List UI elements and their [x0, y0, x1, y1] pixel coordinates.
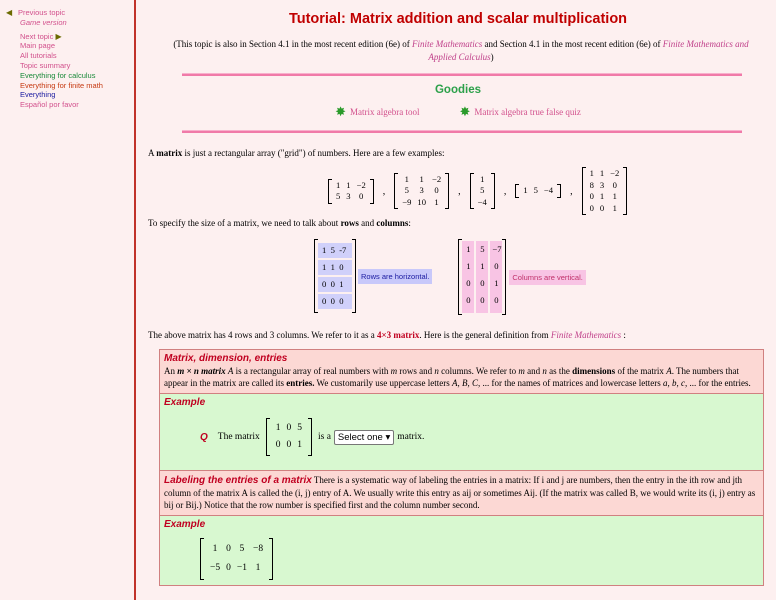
- sidebar-item-everything-finite[interactable]: Everything for finite math: [20, 80, 103, 90]
- comma: ,: [458, 185, 461, 197]
- matrix-entry: 1: [297, 440, 302, 450]
- sidebar: [0, 0, 136, 600]
- example-matrices: [328, 167, 768, 215]
- matrix-entry: 1: [494, 278, 499, 288]
- comma: ,: [382, 185, 386, 197]
- example-section: Example Q The matrix 1 0 5 0 0 1 is a Select one ▾ matrix.: [160, 393, 763, 470]
- definition-title: Matrix, dimension, entries: [164, 353, 288, 364]
- matrix-entry: 0: [359, 191, 364, 201]
- definition-box: [159, 349, 764, 586]
- example-matrix: [470, 173, 495, 210]
- matrix-row: 1 5 -7: [318, 243, 352, 258]
- example-matrix: [515, 184, 561, 198]
- matrix-entry: 3: [346, 191, 351, 201]
- rows-matrix: [314, 239, 356, 313]
- sidebar-item-topic-summary[interactable]: Topic summary: [20, 60, 71, 70]
- finite-math-link[interactable]: Finite Mathematics: [550, 330, 622, 340]
- matrix-entry: 5: [480, 185, 485, 196]
- matrix-entry: 1: [336, 179, 341, 190]
- sidebar-item-all-tutorials[interactable]: All tutorials: [20, 51, 57, 61]
- matrix-entry: 0: [480, 278, 485, 288]
- matrix-entry: 1: [599, 191, 605, 201]
- definition-section: [160, 350, 763, 393]
- matrix-entry: 5: [336, 191, 341, 201]
- matrix-entry: −2: [356, 179, 366, 190]
- matrix-entry: 0: [599, 202, 605, 213]
- true-false-quiz-link[interactable]: ✸ Matrix algebra true false quiz: [459, 104, 581, 119]
- matrix-entry: −5: [210, 563, 221, 573]
- matrix-entry: 5: [239, 544, 245, 554]
- rows-columns-illustration: [314, 239, 768, 315]
- matrix-entry: 0: [275, 440, 281, 450]
- matrix-entry: −2: [610, 168, 620, 178]
- labeling-title: Labeling the entries of a matrix: [164, 475, 312, 486]
- matrix-entry: 1: [419, 173, 424, 184]
- divider: [182, 73, 742, 76]
- matrix-entry: −1: [236, 563, 247, 573]
- sidebar-item-espanol[interactable]: Español por favor: [20, 100, 79, 110]
- matrix-entry: 1: [212, 544, 218, 554]
- left-arrow-icon: ◀: [6, 8, 13, 17]
- matrix-entry: 0: [494, 261, 499, 271]
- example-matrix: [582, 167, 628, 215]
- matrix-entry: 0: [589, 202, 594, 213]
- main-content: [148, 0, 768, 586]
- matrix-column: [476, 241, 488, 313]
- matrix-row: 1 1 0: [318, 260, 352, 275]
- matrix-entry: 0: [466, 278, 471, 288]
- matrix-entry: 1: [346, 179, 351, 190]
- matrix-entry: 0: [612, 179, 617, 190]
- divider: [182, 130, 742, 133]
- definition-text: An m × n matrix A is a rectangular array of real numbers with m rows and n columns. We refer to m and n as the dimensions of the matrix A. The numbers that appear in the matrix are called its entries. We customarily use uppercase letters A, B, C, ... for the names of matrices and lowercase letters a, b, c, ... for the entries.: [164, 366, 751, 388]
- example-matrix: [394, 173, 449, 210]
- matrix-entry: 0: [480, 295, 485, 305]
- example-matrix-2: [200, 538, 273, 580]
- matrix-entry: 0: [589, 191, 594, 201]
- matrix-entry: 5: [404, 185, 409, 196]
- matrix-entry: 0: [494, 295, 499, 305]
- size-text: To specify the size of a matrix, we need to talk about rows and columns:: [148, 218, 411, 228]
- labeling-text: There is a systematic way of labeling the entries in a matrix: If i and j are numbers, then the entry in the ith row and jth column of the matrix A is called the (i, j) entry of A. We usually write this entry as aij or sometimes Aij. (If the matrix was called B, we would write its (i, j) entry as bij or Bij.) Notice that the row number is specified first and the column number second.: [164, 475, 756, 510]
- matrix-entry: 1: [612, 191, 617, 201]
- finite-applied-link[interactable]: Finite Mathematics and Applied Calculus: [428, 39, 749, 62]
- goodies-links: [148, 104, 768, 120]
- matrix-column: [490, 241, 502, 313]
- matrix-entry: 3: [419, 185, 424, 196]
- goodies-title: Goodies: [434, 84, 481, 96]
- example-heading: Example: [164, 519, 206, 530]
- star-icon: ✸: [335, 104, 347, 119]
- matrix-entry: −8: [252, 544, 264, 554]
- matrix-row: 0 0 0: [318, 294, 352, 309]
- matrix-entry: 0: [466, 295, 471, 305]
- matrix-entry: −4: [543, 185, 554, 196]
- matrix-entry: 1: [275, 423, 281, 433]
- matrix-entry: 1: [612, 202, 617, 213]
- matrix-entry: 1: [599, 168, 605, 178]
- right-arrow-icon: ▶: [55, 31, 62, 41]
- dimension-select[interactable]: Select one ▾: [334, 430, 394, 445]
- matrix-entry: −2: [432, 173, 442, 184]
- example-heading: Example: [164, 397, 206, 408]
- dimensions-text: The above matrix has 4 rows and 3 columns. We refer to it as a 4×3 matrix. Here is the general definition from Finite Mathematics :: [148, 330, 626, 340]
- matrix-entry: 1: [434, 196, 439, 207]
- question-marker: Q: [200, 431, 208, 443]
- comma: ,: [503, 185, 507, 197]
- example-matrix: [266, 418, 312, 456]
- comma: ,: [570, 185, 573, 197]
- page-title: Tutorial: Matrix addition and scalar multiplication: [288, 11, 628, 27]
- matrix-entry: 5: [297, 423, 302, 433]
- finite-math-link[interactable]: Finite Mathematics: [412, 39, 483, 49]
- matrix-tool-link[interactable]: ✸ Matrix algebra tool: [335, 104, 420, 119]
- matrix-row: 0 0 1: [318, 277, 352, 292]
- matrix-entry: 3: [599, 179, 605, 190]
- columns-matrix: [458, 239, 506, 315]
- labeling-section: [160, 470, 763, 515]
- columns-label: Columns are vertical.: [509, 270, 585, 285]
- matrix-entry: 1: [466, 261, 471, 271]
- matrix-entry: 5: [480, 244, 485, 254]
- matrix-entry: 1: [523, 185, 528, 196]
- chevron-down-icon: ▾: [385, 431, 391, 443]
- sidebar-item-everything-calculus[interactable]: Everything for calculus: [20, 70, 96, 80]
- matrix-entry: 0: [286, 423, 292, 433]
- matrix-entry: 10: [417, 196, 426, 207]
- matrix-entry: −7: [492, 244, 502, 254]
- example-section-2: [160, 515, 763, 585]
- intro-text: A matrix is just a rectangular array ("grid") of numbers. Here are a few examples:: [148, 148, 445, 158]
- matrix-entry: 1: [480, 261, 485, 271]
- matrix-entry: 1: [466, 244, 471, 254]
- matrix-entry: 0: [226, 544, 231, 554]
- matrix-column: [462, 241, 474, 313]
- rows-label: Rows are horizontal.: [358, 269, 432, 284]
- sidebar-item-previous-topic[interactable]: ◀ Previous topic: [6, 8, 66, 17]
- matrix-entry: 1: [480, 173, 485, 184]
- sidebar-item-next-topic[interactable]: Next topic ▶: [6, 32, 134, 42]
- matrix-entry: 1: [404, 173, 409, 184]
- matrix-entry: 0: [434, 185, 439, 196]
- matrix-entry: −4: [477, 196, 487, 207]
- sidebar-item-game-version[interactable]: Game version: [20, 17, 67, 27]
- matrix-entry: 1: [255, 563, 261, 573]
- example-matrix: [328, 179, 374, 204]
- star-icon: ✸: [459, 104, 471, 119]
- matrix-entry: −9: [402, 196, 412, 207]
- matrix-entry: 0: [226, 563, 231, 573]
- matrix-entry: 1: [589, 168, 594, 178]
- matrix-entry: 5: [533, 185, 538, 196]
- matrix-entry: 0: [286, 440, 292, 450]
- sidebar-item-everything[interactable]: Everything: [20, 90, 56, 100]
- matrix-entry: 8: [589, 179, 594, 190]
- edition-note: (This topic is also in Section 4.1 in the most recent edition (6e) of Finite Mathematics and Section 4.1 in the most recent edition (6e) of Finite Mathematics and Applied Calculus): [173, 39, 749, 62]
- sidebar-item-main-page[interactable]: Main page: [20, 41, 56, 51]
